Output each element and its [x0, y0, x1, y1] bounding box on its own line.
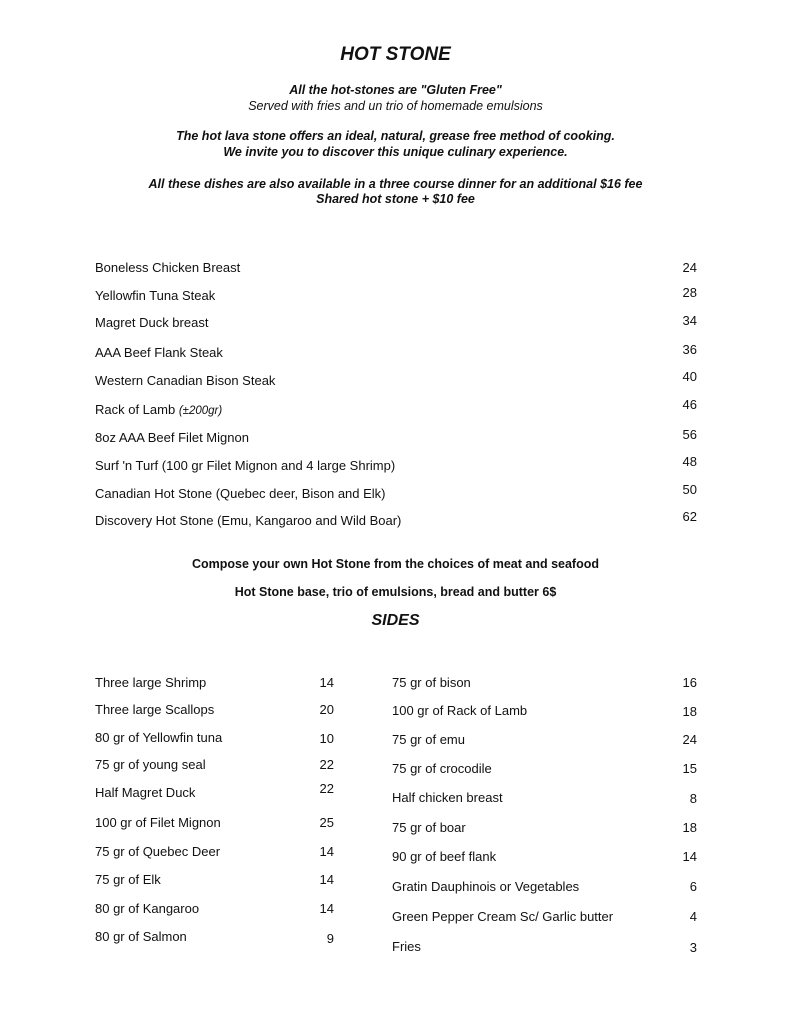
item-name: Yellowfin Tuna Steak [95, 288, 216, 303]
item-name: 80 gr of Salmon [95, 929, 187, 944]
item-price: 48 [682, 454, 697, 469]
item-name: Surf 'n Turf (100 gr Filet Mignon and 4 large Shrimp) [95, 458, 396, 473]
item-name: 80 gr of Yellowfin tuna [95, 730, 223, 745]
item-name: 100 gr of Rack of Lamb [392, 703, 528, 718]
item-price: 22 [319, 781, 334, 796]
item-price: 6 [689, 879, 697, 894]
item-price: 28 [682, 285, 697, 300]
item-price: 24 [682, 260, 697, 275]
item-name: Canadian Hot Stone (Quebec deer, Bison and Elk) [95, 486, 386, 501]
item-name: 75 gr of bison [392, 675, 471, 690]
item-name: Magret Duck breast [95, 315, 209, 330]
item-price: 46 [682, 397, 697, 412]
item-name: Boneless Chicken Breast [95, 260, 241, 275]
item-name: 75 gr of crocodile [392, 761, 492, 776]
item-price: 15 [682, 761, 697, 776]
item-price: 36 [682, 342, 697, 357]
item-price: 9 [326, 931, 334, 946]
item-price: 14 [319, 844, 334, 859]
item-price: 62 [682, 509, 697, 524]
item-price: 34 [682, 313, 697, 328]
three-course-note: All these dishes are also available in a three course dinner for an additional $16 fee [148, 177, 643, 191]
item-price: 14 [319, 872, 334, 887]
item-price: 50 [682, 482, 697, 497]
item-price: 14 [319, 901, 334, 916]
item-price: 56 [682, 427, 697, 442]
item-name: 75 gr of Elk [95, 872, 161, 887]
item-name: Three large Shrimp [95, 675, 207, 690]
served-with-note: Served with fries and un trio of homemade emulsions [248, 99, 543, 113]
item-name: Western Canadian Bison Steak [95, 373, 276, 388]
item-price: 14 [319, 675, 334, 690]
item-name: 8oz AAA Beef Filet Mignon [95, 430, 249, 445]
sides-title: SIDES [371, 612, 420, 629]
item-name: 75 gr of Quebec Deer [95, 844, 221, 859]
item-name: Fries [392, 939, 421, 954]
item-name: 75 gr of young seal [95, 757, 206, 772]
item-price: 25 [319, 815, 334, 830]
item-price: 4 [689, 909, 697, 924]
item-note: (±200gr) [178, 405, 223, 417]
item-name: Three large Scallops [95, 702, 215, 717]
item-name: Gratin Dauphinois or Vegetables [392, 879, 580, 894]
gluten-free-note: All the hot-stones are "Gluten Free" [289, 83, 502, 97]
lava-stone-note: The hot lava stone offers an ideal, natural, grease free method of cooking. [176, 129, 615, 143]
item-name: Discovery Hot Stone (Emu, Kangaroo and Wild Boar) [95, 513, 402, 528]
compose-heading: Compose your own Hot Stone from the choices of meat and seafood [192, 557, 599, 571]
item-name: 75 gr of boar [392, 820, 466, 835]
item-name: Rack of Lamb [95, 402, 176, 417]
item-price: 24 [682, 732, 697, 747]
compose-base-note: Hot Stone base, trio of emulsions, bread and butter 6$ [234, 585, 557, 599]
item-name: 100 gr of Filet Mignon [95, 815, 221, 830]
invite-note: We invite you to discover this unique culinary experience. [223, 145, 568, 159]
item-price: 14 [682, 849, 697, 864]
item-name: Green Pepper Cream Sc/ Garlic butter [392, 909, 614, 924]
item-name: 80 gr of Kangaroo [95, 901, 200, 916]
item-price: 40 [682, 369, 697, 384]
item-price: 22 [319, 757, 334, 772]
item-price: 8 [689, 791, 697, 806]
shared-stone-note: Shared hot stone + $10 fee [316, 192, 475, 206]
item-name: Half chicken breast [392, 790, 503, 805]
item-price: 3 [689, 940, 697, 955]
item-name: 90 gr of beef flank [392, 849, 497, 864]
page-title: HOT STONE [340, 44, 451, 65]
item-price: 10 [319, 731, 334, 746]
item-price: 18 [682, 704, 697, 719]
item-name: 75 gr of emu [392, 732, 465, 747]
item-name: Half Magret Duck [95, 785, 196, 800]
item-price: 18 [682, 820, 697, 835]
item-name: AAA Beef Flank Steak [95, 345, 223, 360]
item-price: 20 [319, 702, 334, 717]
item-price: 16 [682, 675, 697, 690]
